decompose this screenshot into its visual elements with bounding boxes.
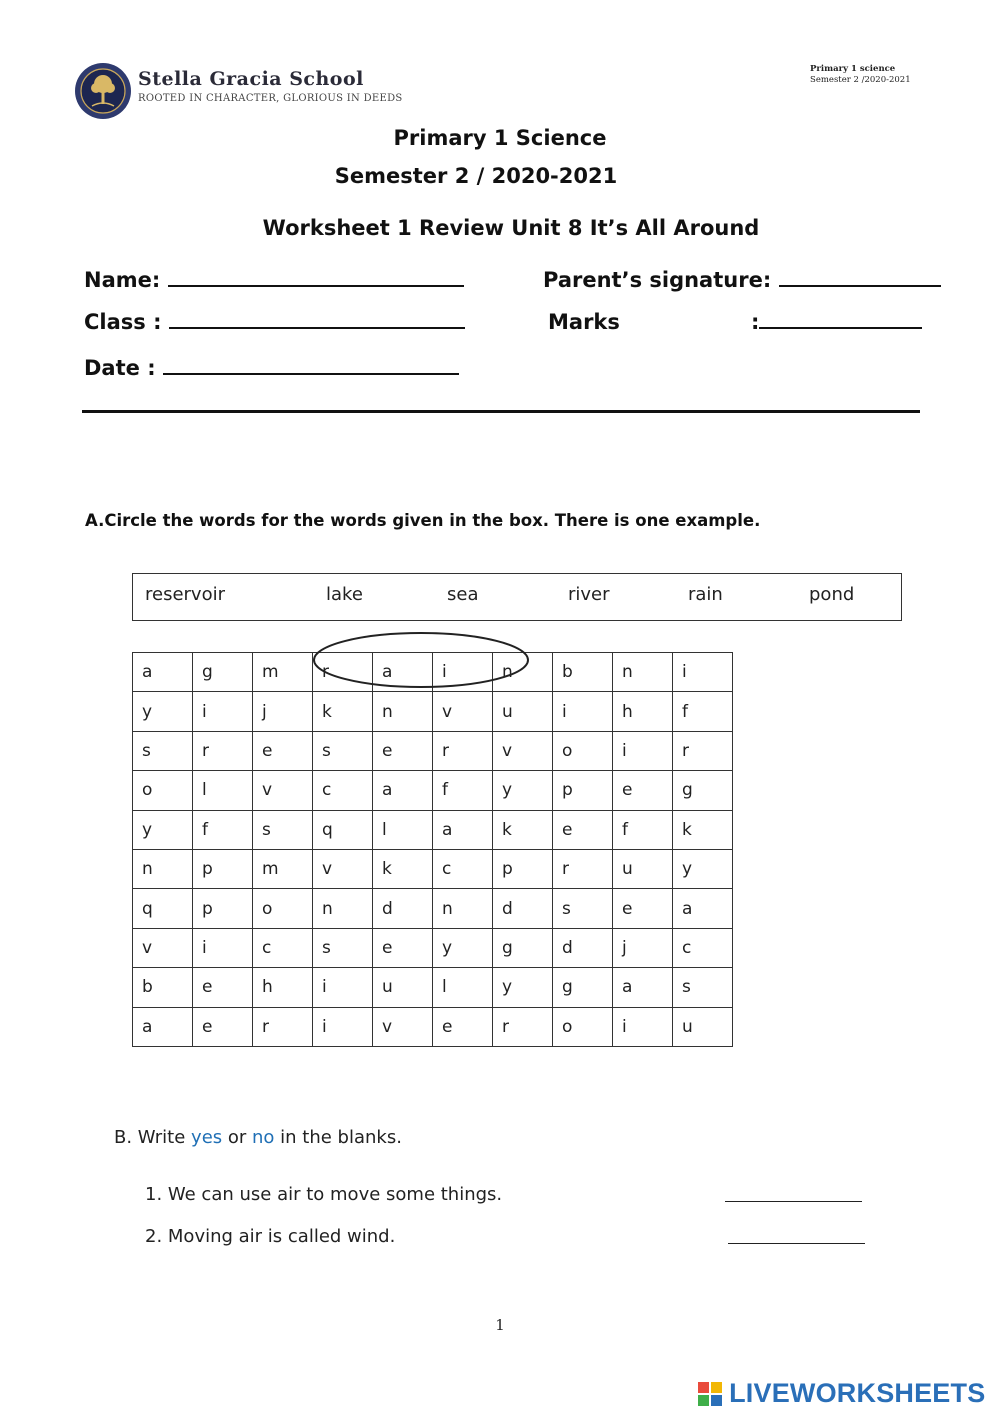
marks-blank[interactable] xyxy=(759,313,922,329)
grid-cell[interactable]: e xyxy=(373,731,433,770)
grid-cell[interactable]: k xyxy=(673,810,733,849)
grid-cell[interactable]: n xyxy=(613,653,673,692)
example-circle xyxy=(312,631,530,689)
grid-cell[interactable]: s xyxy=(313,928,373,967)
grid-cell[interactable]: j xyxy=(253,692,313,731)
grid-cell[interactable]: a xyxy=(673,889,733,928)
word-bank-item: reservoir xyxy=(145,584,225,605)
school-crest-icon xyxy=(74,62,132,120)
grid-cell[interactable]: a xyxy=(433,810,493,849)
grid-cell[interactable]: y xyxy=(493,771,553,810)
question-2: 2. Moving air is called wind. xyxy=(145,1226,396,1247)
grid-cell[interactable]: k xyxy=(313,692,373,731)
word-bank-item: pond xyxy=(809,584,855,605)
grid-cell[interactable]: i xyxy=(553,692,613,731)
section-b-prefix: B. Write xyxy=(114,1127,192,1148)
grid-cell[interactable]: y xyxy=(673,849,733,888)
grid-cell[interactable]: e xyxy=(433,1007,493,1046)
section-b-suffix: in the blanks. xyxy=(274,1127,402,1148)
name-blank[interactable] xyxy=(168,271,464,287)
grid-cell[interactable]: g xyxy=(553,968,613,1007)
class-blank[interactable] xyxy=(169,313,465,329)
grid-cell[interactable]: c xyxy=(253,928,313,967)
grid-cell[interactable]: a xyxy=(133,653,193,692)
class-field xyxy=(84,310,465,334)
grid-cell[interactable]: g xyxy=(673,771,733,810)
grid-cell[interactable]: s xyxy=(133,731,193,770)
grid-cell[interactable]: i xyxy=(193,928,253,967)
school-logo xyxy=(74,62,132,120)
grid-cell[interactable]: v xyxy=(253,771,313,810)
grid-row xyxy=(133,968,733,1007)
parent-signature-field xyxy=(543,268,941,292)
grid-cell[interactable]: n xyxy=(133,849,193,888)
page-number: 1 xyxy=(495,1316,505,1334)
grid-cell[interactable]: r xyxy=(553,849,613,888)
school-motto: ROOTED IN CHARACTER, GLORIOUS IN DEEDS xyxy=(138,93,403,104)
grid-cell[interactable]: i xyxy=(313,1007,373,1046)
grid-cell[interactable]: e xyxy=(253,731,313,770)
grid-row xyxy=(133,1007,733,1046)
grid-cell[interactable]: n xyxy=(493,653,553,692)
grid-cell[interactable]: r xyxy=(193,731,253,770)
grid-cell[interactable]: p xyxy=(193,889,253,928)
name-label: Name: xyxy=(84,268,161,292)
title-semester: Semester 2 / 2020-2021 xyxy=(334,164,618,188)
grid-cell[interactable]: q xyxy=(313,810,373,849)
grid-cell[interactable]: s xyxy=(673,968,733,1007)
word-bank-box xyxy=(132,573,902,621)
grid-row xyxy=(133,849,733,888)
grid-cell[interactable]: f xyxy=(673,692,733,731)
grid-cell[interactable]: q xyxy=(133,889,193,928)
title-subject: Primary 1 Science xyxy=(393,126,607,150)
answer-blank-1[interactable] xyxy=(725,1201,862,1202)
grid-row xyxy=(133,810,733,849)
grid-cell[interactable]: i xyxy=(613,731,673,770)
grid-cell[interactable]: b xyxy=(553,653,613,692)
grid-cell[interactable]: r xyxy=(313,653,373,692)
word-bank-item: sea xyxy=(447,584,479,605)
grid-cell[interactable]: g xyxy=(493,928,553,967)
section-b-or: or xyxy=(222,1127,253,1148)
grid-cell[interactable]: o xyxy=(253,889,313,928)
grid-cell[interactable]: y xyxy=(133,810,193,849)
grid-cell[interactable]: d xyxy=(553,928,613,967)
school-name: Stella Gracia School xyxy=(138,68,364,90)
grid-cell[interactable]: v xyxy=(373,1007,433,1046)
grid-cell[interactable]: p xyxy=(553,771,613,810)
section-b-yes: yes xyxy=(191,1127,223,1148)
grid-cell[interactable]: u xyxy=(673,1007,733,1046)
grid-cell[interactable]: m xyxy=(253,653,313,692)
word-bank-item: rain xyxy=(688,584,723,605)
liveworksheets-text: LIVEWORKSHEETS xyxy=(729,1378,986,1408)
word-search-grid xyxy=(132,652,733,1047)
grid-cell[interactable]: p xyxy=(193,849,253,888)
grid-cell[interactable]: s xyxy=(313,731,373,770)
word-bank-item: lake xyxy=(326,584,363,605)
grid-cell[interactable]: v xyxy=(493,731,553,770)
grid-cell[interactable]: n xyxy=(373,692,433,731)
grid-row xyxy=(133,771,733,810)
grid-cell[interactable]: n xyxy=(433,889,493,928)
grid-cell[interactable]: h xyxy=(253,968,313,1007)
section-b-no: no xyxy=(252,1127,275,1148)
grid-cell[interactable]: d xyxy=(373,889,433,928)
grid-cell[interactable]: k xyxy=(373,849,433,888)
grid-cell[interactable]: f xyxy=(193,810,253,849)
grid-cell[interactable]: o xyxy=(133,771,193,810)
grid-cell[interactable]: u xyxy=(493,692,553,731)
grid-cell[interactable]: e xyxy=(553,810,613,849)
grid-cell[interactable]: m xyxy=(253,849,313,888)
grid-cell[interactable]: l xyxy=(373,810,433,849)
grid-cell[interactable]: v xyxy=(433,692,493,731)
section-b-instruction xyxy=(114,1127,402,1148)
grid-cell[interactable]: e xyxy=(373,928,433,967)
answer-blank-2[interactable] xyxy=(728,1243,865,1244)
grid-cell[interactable]: r xyxy=(493,1007,553,1046)
parent-signature-label: Parent’s signature: xyxy=(543,268,772,292)
name-field xyxy=(84,268,464,292)
marks-field xyxy=(751,310,922,334)
grid-cell[interactable]: p xyxy=(493,849,553,888)
grid-cell[interactable]: v xyxy=(313,849,373,888)
grid-cell[interactable]: a xyxy=(133,1007,193,1046)
grid-cell[interactable]: f xyxy=(613,810,673,849)
marks-label: Marks xyxy=(548,310,620,334)
grid-cell[interactable]: s xyxy=(553,889,613,928)
date-field xyxy=(84,356,459,380)
grid-cell[interactable]: u xyxy=(613,849,673,888)
grid-row xyxy=(133,731,733,770)
liveworksheets-logo-icon xyxy=(698,1382,722,1406)
grid-cell[interactable]: u xyxy=(373,968,433,1007)
grid-cell[interactable]: r xyxy=(433,731,493,770)
grid-cell[interactable]: i xyxy=(313,968,373,1007)
grid-cell[interactable]: a xyxy=(373,771,433,810)
word-bank-item: river xyxy=(568,584,610,605)
grid-cell[interactable]: f xyxy=(433,771,493,810)
grid-cell[interactable]: a xyxy=(373,653,433,692)
grid-cell[interactable]: b xyxy=(133,968,193,1007)
grid-cell[interactable]: i xyxy=(613,1007,673,1046)
grid-cell[interactable]: l xyxy=(433,968,493,1007)
grid-row xyxy=(133,889,733,928)
grid-cell[interactable]: s xyxy=(253,810,313,849)
grid-cell[interactable]: v xyxy=(133,928,193,967)
grid-cell[interactable]: r xyxy=(253,1007,313,1046)
grid-cell[interactable]: e xyxy=(613,889,673,928)
date-label: Date : xyxy=(84,356,156,380)
grid-cell[interactable]: c xyxy=(433,849,493,888)
section-a-instruction: A.Circle the words for the words given in the box. There is one example. xyxy=(85,511,761,530)
question-1: 1. We can use air to move some things. xyxy=(145,1184,503,1205)
date-blank[interactable] xyxy=(163,359,459,375)
corner-note xyxy=(810,64,911,86)
grid-cell[interactable]: e xyxy=(193,968,253,1007)
grid-cell[interactable]: c xyxy=(673,928,733,967)
grid-cell[interactable]: k xyxy=(493,810,553,849)
corner-note-subject: Primary 1 science xyxy=(810,64,896,74)
grid-cell[interactable]: o xyxy=(553,1007,613,1046)
marks-colon: : xyxy=(751,310,760,334)
grid-cell[interactable]: c xyxy=(313,771,373,810)
grid-cell[interactable]: y xyxy=(133,692,193,731)
grid-cell[interactable]: o xyxy=(553,731,613,770)
grid-cell[interactable]: e xyxy=(613,771,673,810)
header-divider xyxy=(82,410,920,413)
title-worksheet: Worksheet 1 Review Unit 8 It’s All Around xyxy=(262,216,760,240)
grid-cell[interactable]: e xyxy=(193,1007,253,1046)
grid-cell[interactable]: l xyxy=(193,771,253,810)
grid-cell[interactable]: d xyxy=(493,889,553,928)
grid-cell[interactable]: g xyxy=(193,653,253,692)
grid-cell[interactable]: i xyxy=(673,653,733,692)
grid-cell[interactable]: n xyxy=(313,889,373,928)
grid-cell[interactable]: y xyxy=(433,928,493,967)
grid-cell[interactable]: i xyxy=(193,692,253,731)
grid-cell[interactable]: r xyxy=(673,731,733,770)
grid-cell[interactable]: i xyxy=(433,653,493,692)
parent-signature-blank[interactable] xyxy=(779,271,941,287)
grid-cell[interactable]: a xyxy=(613,968,673,1007)
grid-cell[interactable]: y xyxy=(493,968,553,1007)
corner-note-semester: Semester 2 /2020-2021 xyxy=(810,75,911,85)
class-label: Class : xyxy=(84,310,162,334)
grid-cell[interactable]: j xyxy=(613,928,673,967)
grid-cell[interactable]: h xyxy=(613,692,673,731)
grid-row xyxy=(133,692,733,731)
liveworksheets-brand[interactable] xyxy=(698,1378,985,1409)
grid-row xyxy=(133,928,733,967)
